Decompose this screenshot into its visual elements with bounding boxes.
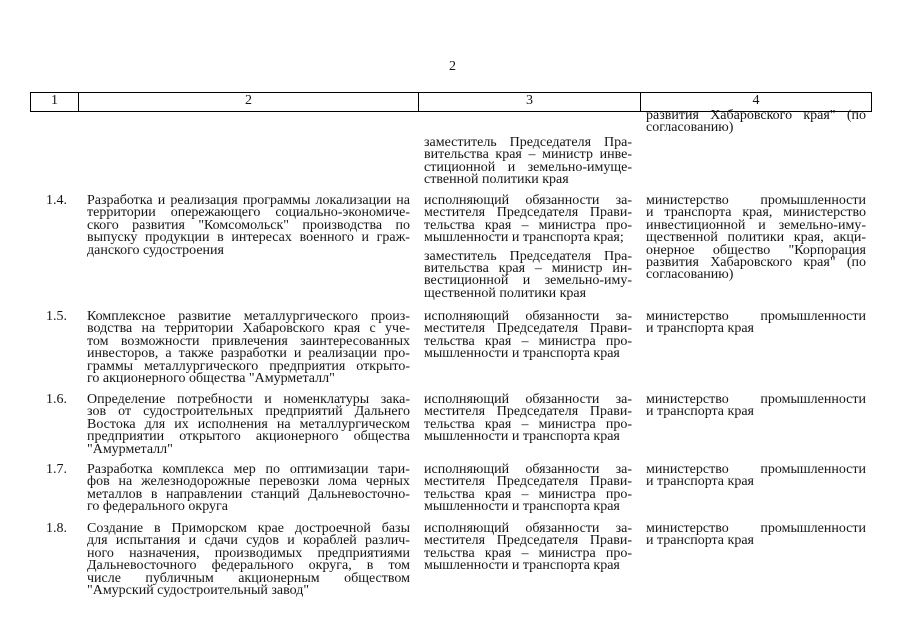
word: и [646, 205, 654, 221]
word: на [118, 474, 133, 490]
word: тельства [424, 416, 475, 432]
paragraph [87, 464, 410, 514]
word: инвестиционной [646, 217, 746, 233]
word: и [522, 273, 531, 289]
word: министерство [646, 462, 729, 477]
paragraph [87, 311, 410, 385]
text-line: и транспорта края [646, 533, 754, 549]
word: про- [605, 545, 632, 561]
word: производства [302, 217, 383, 233]
word: Пра- [604, 135, 632, 150]
responsible-official-cell [424, 195, 632, 300]
word: за- [615, 521, 632, 536]
text-line: согласованию) [646, 267, 734, 283]
co-executors-cell [646, 311, 866, 336]
word: для [87, 533, 108, 549]
word: министерство [646, 521, 729, 536]
word: Прави- [589, 321, 632, 337]
word: онерное [646, 242, 695, 258]
word: местителя [424, 205, 486, 221]
paragraph [424, 195, 632, 245]
word: вительства [424, 260, 489, 276]
word: том [87, 333, 109, 349]
word: министерство [646, 392, 729, 407]
item-number: 1.8. [46, 521, 67, 536]
word: края" [803, 108, 836, 123]
word: министерство [646, 309, 729, 324]
word: Прави- [589, 474, 632, 490]
paragraph [424, 311, 632, 361]
text-line: мышленности и транспорта края [424, 499, 620, 515]
word: "Комсомольск" [198, 217, 289, 233]
word: предприятии [87, 429, 165, 445]
word: и [157, 193, 166, 208]
word: стиционной [424, 159, 496, 175]
word: края [333, 321, 361, 337]
word: инве- [599, 147, 632, 163]
word: Прави- [589, 205, 632, 221]
word: территории [87, 205, 156, 221]
word: транспорта [664, 205, 732, 221]
word: края, [793, 230, 824, 246]
paragraph [646, 464, 866, 489]
text-line: "Амурметалл" [87, 441, 173, 457]
item-number: 1.5. [46, 309, 67, 324]
word: министерство [646, 193, 729, 208]
page-number: 2 [449, 59, 456, 74]
word: вестиционной [424, 273, 509, 289]
word: также [178, 346, 214, 362]
paragraph [646, 394, 866, 419]
table-row-continuation [0, 110, 905, 188]
word: интересах [231, 230, 292, 246]
word: местителя [424, 321, 486, 337]
word: министр [551, 260, 603, 276]
activity-cell [87, 523, 410, 597]
word: судостроительных [143, 404, 254, 420]
table-row-1-6 [0, 394, 905, 456]
word: – [521, 486, 529, 502]
word: выпуску [87, 230, 138, 246]
word: министра [538, 333, 596, 349]
word: министра [538, 416, 596, 432]
word: Хабаровского [710, 108, 793, 123]
word: Председателя [496, 533, 579, 549]
text-line: и транспорта края [646, 321, 754, 337]
word: края [484, 486, 512, 502]
word: развитие [178, 309, 231, 324]
word: тельства [424, 333, 475, 349]
paragraph [646, 523, 866, 548]
word: открыто- [356, 358, 410, 374]
word: металлов [87, 486, 143, 502]
word: возможности [120, 333, 200, 349]
word: сдачи [204, 533, 238, 549]
word: Разработка [87, 193, 153, 208]
word: испытания [115, 533, 181, 549]
word: тельства [424, 545, 475, 561]
word: края [484, 217, 512, 233]
word: различ- [365, 533, 410, 549]
word: промышленности [760, 309, 866, 324]
word: направлении [166, 486, 243, 502]
word: Председателя [496, 205, 579, 221]
word: производимых [214, 545, 303, 561]
word: и [507, 159, 516, 175]
paragraph [646, 311, 866, 336]
word: края [484, 416, 512, 432]
text-line: мышленности и транспорта края [424, 429, 620, 445]
word: уче- [385, 321, 410, 337]
word: на [276, 416, 291, 432]
word: общество [712, 242, 771, 258]
word: исполняющий [424, 309, 510, 324]
word: политики [727, 230, 785, 246]
word: (по [846, 108, 866, 123]
word: Разработка [87, 462, 153, 477]
word: местителя [424, 404, 486, 420]
word: ин- [612, 260, 632, 276]
word: (по [846, 254, 866, 270]
word: Председателя [509, 135, 592, 150]
activity-cell [87, 464, 410, 514]
word: зака- [380, 392, 410, 407]
word: и [361, 230, 369, 246]
table-row-1-5 [0, 311, 905, 386]
word: про- [605, 416, 632, 432]
paragraph [87, 394, 410, 456]
column-header-2: 2 [78, 93, 418, 111]
word: том [388, 558, 410, 574]
word: Определение [87, 392, 166, 407]
text-line: го федерального округа [87, 499, 228, 515]
word: министра [538, 486, 596, 502]
responsible-official-cell [424, 523, 632, 573]
word: локализации [315, 193, 392, 208]
word: – [521, 217, 529, 233]
word: земельно-иму- [778, 217, 866, 233]
word: акци- [833, 230, 866, 246]
word: социально-экономиче- [275, 205, 410, 221]
word: исполняющий [424, 193, 510, 208]
word: опережающего [170, 205, 261, 221]
word: продукции [144, 230, 210, 246]
item-number: 1.4. [46, 193, 67, 208]
word: предприятий [265, 404, 343, 420]
word: Комплексное [87, 309, 166, 324]
text-line: го акционерного общества "Амурметалл" [87, 370, 335, 386]
word: в [366, 558, 374, 574]
word: предприятия [269, 358, 346, 374]
word: достроечной [294, 521, 371, 536]
word: числе [87, 570, 121, 586]
word: развития [132, 217, 185, 233]
word: земельно-имуще- [527, 159, 632, 175]
paragraph [646, 195, 866, 282]
word: за- [615, 392, 632, 407]
word: – [521, 416, 529, 432]
word: – [534, 260, 542, 276]
word: привлечения [211, 333, 288, 349]
word: территории [164, 321, 234, 337]
word: тельства [424, 486, 475, 502]
word: края [484, 545, 512, 561]
column-header-3: 3 [418, 93, 640, 111]
word: министра [538, 217, 596, 233]
word: от [118, 404, 132, 420]
activity-cell [87, 311, 410, 385]
word: назначения, [129, 545, 200, 561]
word: округа, [308, 558, 352, 574]
word: "Корпорация [788, 242, 866, 258]
word: базы [381, 521, 410, 536]
word: на [141, 321, 156, 337]
responsible-official-cell [424, 311, 632, 361]
paragraph [424, 137, 632, 187]
word: по [265, 462, 281, 477]
word: Создание [87, 521, 144, 536]
word: мер [233, 462, 256, 477]
word: Дальневосточно- [308, 486, 410, 502]
word: и [264, 392, 272, 407]
word: потребности [177, 392, 253, 407]
word: общества [353, 429, 410, 445]
word: заинтересованных [300, 333, 410, 349]
word: акционерным [238, 570, 320, 586]
co-executors-cell [646, 110, 866, 135]
word: и [188, 533, 197, 549]
word: Востока [87, 416, 136, 432]
item-number: 1.7. [46, 462, 67, 477]
text-line: мышленности и транспорта края [424, 558, 620, 574]
word: Дальневосточного [87, 558, 197, 574]
text-line: ственной политики края [424, 172, 569, 188]
word: номенклатуры [283, 392, 370, 407]
word: министра [538, 545, 596, 561]
word: за- [615, 193, 632, 208]
text-line: и транспорта края [646, 474, 754, 490]
paragraph [646, 110, 866, 135]
co-executors-cell [646, 195, 866, 282]
word: их [174, 416, 189, 432]
word: земельно-иму- [544, 273, 632, 289]
word: предприятиями [317, 545, 410, 561]
word: Пра- [604, 248, 632, 264]
word: обязанности [525, 521, 600, 536]
co-executors-cell [646, 464, 866, 489]
text-line: данского судостроения [87, 242, 224, 258]
co-executors-cell [646, 523, 866, 548]
word: и [293, 346, 302, 362]
co-executors-cell [646, 394, 866, 419]
word: про- [383, 346, 410, 362]
word: судов [246, 533, 280, 549]
text-line: мышленности и транспорта края; [424, 230, 624, 246]
word: реализация [170, 193, 238, 208]
word: граммы [87, 358, 134, 374]
word: – [521, 333, 529, 349]
word: черных [365, 474, 410, 490]
word: программы [242, 193, 311, 208]
word: открытого [179, 429, 241, 445]
word: министерство [783, 205, 866, 221]
word: развития [646, 108, 699, 123]
word: разработки [220, 346, 287, 362]
paragraph [424, 394, 632, 444]
word: обязанности [525, 193, 600, 208]
word: станций [250, 486, 300, 502]
word: заместитель [424, 135, 497, 150]
word: Прави- [589, 533, 632, 549]
column-header-1: 1 [51, 93, 58, 108]
word: обязанности [525, 309, 600, 324]
word: края [484, 333, 512, 349]
text-line: мышленности и транспорта края [424, 346, 620, 362]
paragraph [424, 523, 632, 573]
paragraph [87, 523, 410, 597]
word: министр [542, 147, 593, 163]
word: обязанности [525, 392, 600, 407]
word: металлургическом [299, 416, 410, 432]
word: про- [605, 217, 632, 233]
word: обществом [344, 570, 410, 586]
word: за- [615, 309, 632, 324]
paragraph [87, 195, 410, 257]
text-line: "Амурский судостроительный завод" [87, 582, 310, 598]
word: фов [87, 474, 110, 490]
word: заместитель [424, 248, 497, 264]
word: про- [605, 333, 632, 349]
word: и [287, 533, 295, 549]
word: обязанности [525, 462, 600, 477]
word: в [154, 521, 161, 536]
word: с [369, 321, 376, 337]
word: Председателя [509, 248, 592, 264]
word: железнодорожные [141, 474, 251, 490]
text-line: щественной политики края [424, 285, 587, 301]
word: на [396, 193, 410, 208]
word: водства [87, 321, 133, 337]
word: произ- [370, 309, 410, 324]
responsible-official-cell [424, 464, 632, 514]
word: исполняющий [424, 392, 510, 407]
word: исполняющий [424, 521, 510, 536]
word: реализации [308, 346, 377, 362]
word: металлургического [144, 358, 259, 374]
word: зов [87, 404, 107, 420]
word: промышленности [760, 392, 866, 407]
word: крае [257, 521, 284, 536]
word: Хабаровского [242, 321, 325, 337]
word: Хабаровского [710, 254, 793, 270]
word: лома [328, 474, 357, 490]
table-row-1-7 [0, 464, 905, 514]
word: местителя [424, 533, 486, 549]
activity-cell [87, 394, 410, 456]
activity-cell [87, 195, 410, 257]
word: края" [803, 254, 836, 270]
item-number: 1.6. [46, 392, 67, 407]
text-line: согласованию) [646, 120, 734, 136]
word: кораблей [303, 533, 357, 549]
word: исполняющий [424, 462, 510, 477]
word: публичным [145, 570, 214, 586]
word: а [165, 346, 172, 362]
text-line: и транспорта края [646, 404, 754, 420]
table-row-1-8 [0, 523, 905, 598]
word: по [395, 217, 410, 233]
word: в [217, 230, 224, 246]
word: тари- [378, 462, 410, 477]
word: и [758, 217, 766, 233]
word: края [498, 260, 526, 276]
word: комплекса [162, 462, 224, 477]
paragraph [424, 248, 632, 301]
word: Дальнего [354, 404, 410, 420]
column-header-4: 4 [640, 93, 871, 111]
word: ного [87, 545, 114, 561]
word: металлургического [243, 309, 358, 324]
responsible-official-cell [424, 394, 632, 444]
word: – [528, 147, 536, 163]
word: Председателя [496, 321, 579, 337]
word: в [150, 486, 158, 502]
word: исполнения [197, 416, 268, 432]
word: промышленности [760, 193, 866, 208]
word: военного [299, 230, 354, 246]
word: перевозки [259, 474, 320, 490]
word: инвесторов, [87, 346, 159, 362]
word: края [495, 147, 522, 163]
word: промышленности [760, 462, 866, 477]
word: граж- [376, 230, 410, 246]
paragraph [424, 464, 632, 514]
word: щественной [646, 230, 718, 246]
word: за- [615, 462, 632, 477]
word: Председателя [496, 404, 579, 420]
responsible-official-cell [424, 137, 632, 187]
word: акционерного [255, 429, 339, 445]
table-row-1-4 [0, 195, 905, 301]
word: края, [742, 205, 773, 221]
word: местителя [424, 474, 486, 490]
word: Приморском [171, 521, 247, 536]
word: про- [605, 486, 632, 502]
word: развития [646, 254, 699, 270]
word: для [144, 416, 166, 432]
word: – [521, 545, 529, 561]
word: Председателя [496, 474, 579, 490]
word: тельства [424, 217, 475, 233]
word: оптимизации [289, 462, 369, 477]
word: промышленности [760, 521, 866, 536]
word: ского [87, 217, 119, 233]
word: вительства [424, 147, 489, 163]
word: Прави- [589, 404, 632, 420]
word: федерального [211, 558, 294, 574]
